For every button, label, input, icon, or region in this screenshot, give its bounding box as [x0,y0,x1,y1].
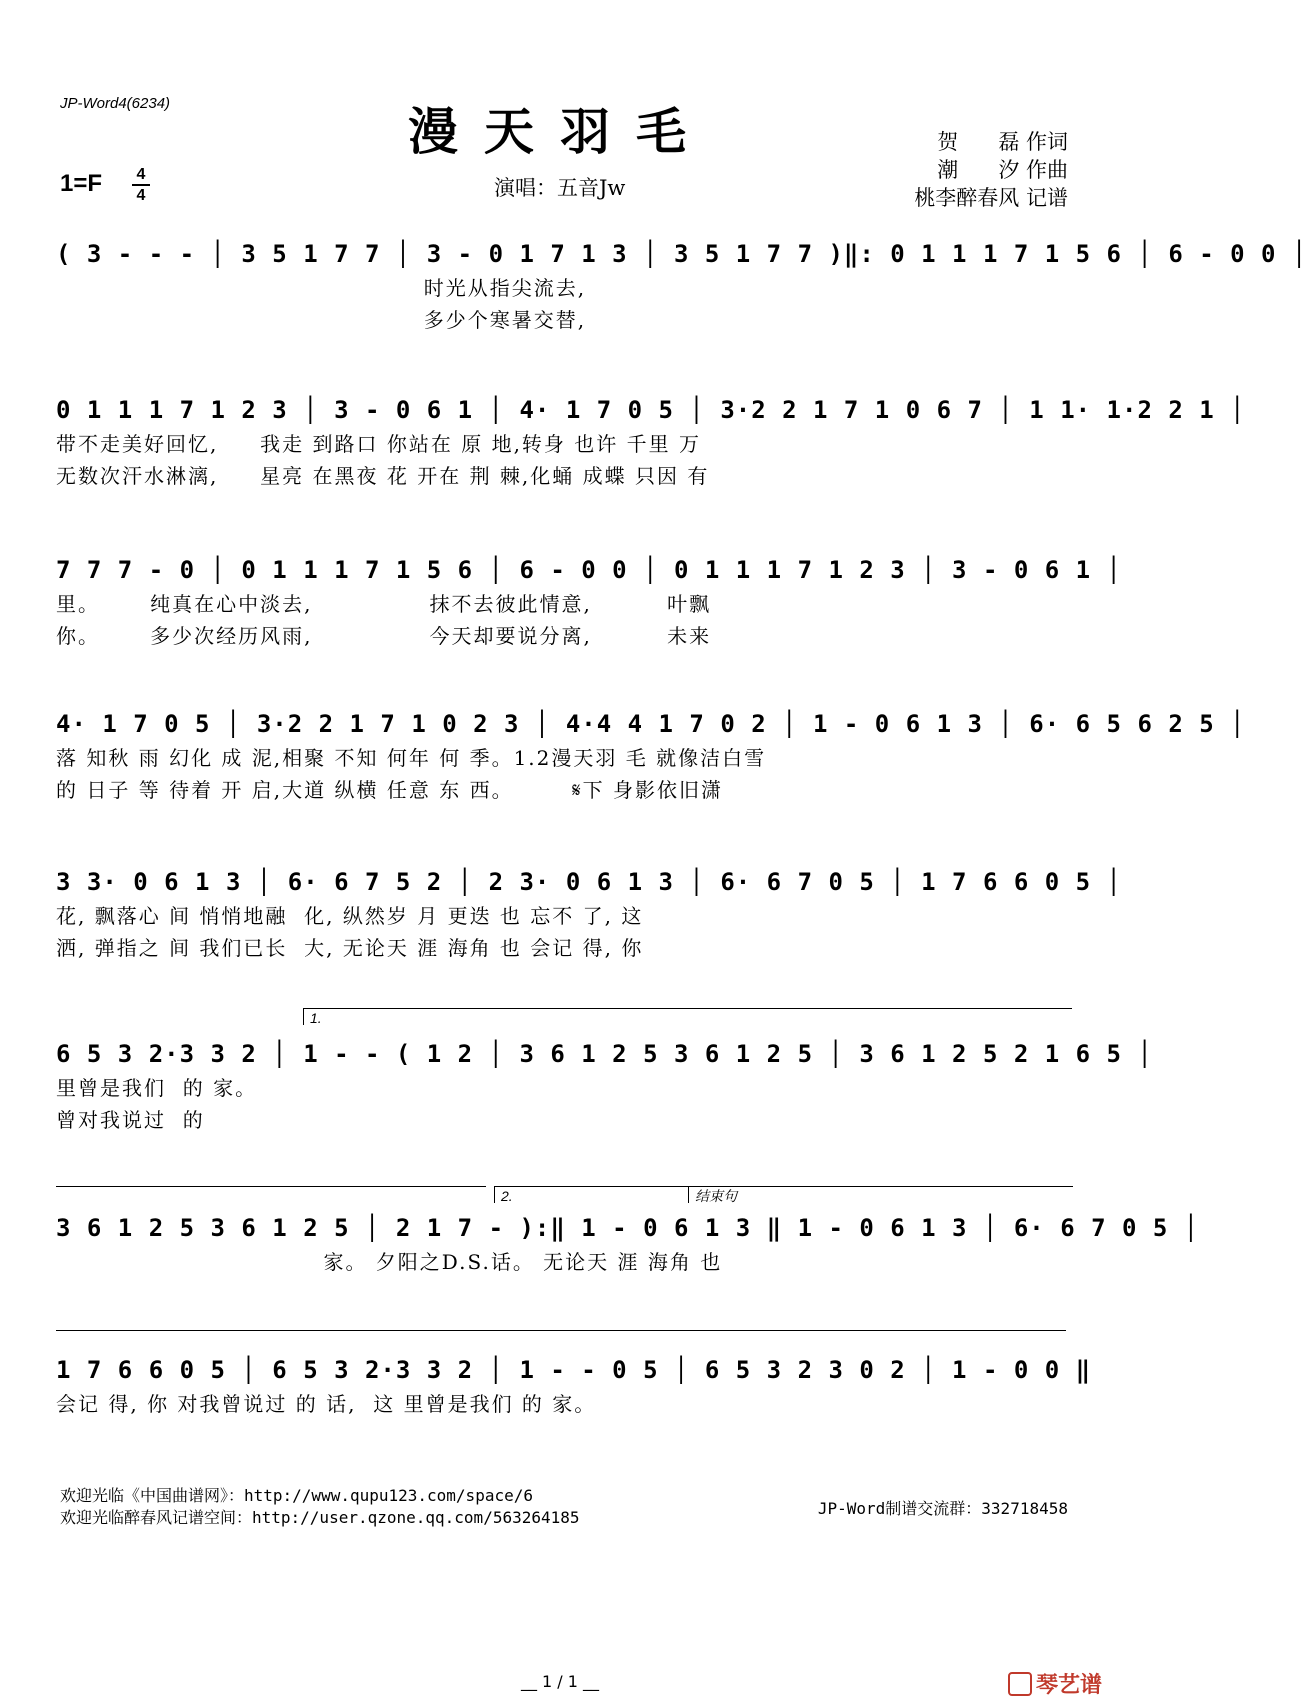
singer: 演唱：五音Jw [494,176,626,200]
lyrics-verse-1: 家。 夕阳之D.S.话。 无论天 涯 海角 也 [56,1250,723,1274]
notes-line: 6 5 3 2·3 3 2 │ 1 - - ( 1 2 │ 3 6 1 2 5 3 6 1 2 5 │ 3 6 1 2 5 2 1 6 5 │ [56,1040,1153,1068]
footer-link-qupu[interactable]: 欢迎光临《中国曲谱网》：http://www.qupu123.com/space/6 [60,1486,533,1505]
software-version: JP-Word4(6234) [60,95,171,112]
lyrics-verse-2: 曾对我说过 的 [56,1108,205,1132]
watermark-logo [1008,1668,1102,1699]
score-system-7 [56,1210,1200,1278]
notes-line: 7 7 7 - 0 │ 0 1 1 1 7 1 5 6 │ 6 - 0 0 │ 0 1 1 1 7 1 2 3 │ 3 - 0 6 1 │ [56,556,1122,584]
lyrics-verse-1: 落 知秋 雨 幻化 成 泥,相聚 不知 何年 何 季。1.2漫天羽 毛 就像洁白雪 [56,746,767,770]
notes-line: 1 7 6 6 0 5 │ 6 5 3 2·3 3 2 │ 1 - - 0 5 │ 6 5 3 2 3 0 2 │ 1 - 0 0 ‖ [56,1356,1092,1384]
lyrics-verse-2: 洒, 弹指之 间 我们已长 大, 无论天 涯 海角 也 会记 得, 你 [56,936,644,960]
score-system-5 [56,864,1122,964]
time-signature [132,166,150,204]
lyrics-verse-2: 你。 多少次经历风雨, 今天却要说分离, 未来 [56,624,712,648]
notes-line: 0 1 1 1 7 1 2 3 │ 3 - 0 6 1 │ 4· 1 7 0 5 │ 3·2 2 1 7 1 0 6 7 │ 1 1· 1·2 2 1 │ [56,396,1246,424]
footer-link-qzone[interactable]: 欢迎光临醉春风记谱空间：http://user.qzone.qq.com/563264185 [60,1508,580,1527]
first-ending-bracket: 1. [303,1008,1072,1025]
lyrics-verse-1: 会记 得, 你 对我曾说过 的 话, 这 里曾是我们 的 家。 [56,1392,597,1416]
key-signature: 1=F [60,170,103,197]
watermark-text: 琴艺谱 [1035,1673,1102,1698]
notes-line: 3 3· 0 6 1 3 │ 6· 6 7 5 2 │ 2 3· 0 6 1 3 │ 6· 6 7 0 5 │ 1 7 6 6 0 5 │ [56,868,1122,896]
lyrics-verse-1: 带不走美好回忆, 我走 到路口 你站在 原 地,转身 也许 千里 万 [56,432,702,456]
page-number: __ 1 / 1 __ [520,1672,600,1691]
lyrics-verse-1: 时光从指尖流去, [56,276,587,300]
song-title: 漫天羽毛 [408,102,712,161]
logo-icon [1008,1672,1032,1696]
footer-links [60,1485,580,1529]
score-system-4 [56,706,1246,806]
lyrics-verse-2: 无数次汗水淋漓, 星亮 在黑夜 花 开在 荆 棘,化蛹 成蝶 只因 有 [56,464,710,488]
coda-continuation [56,1330,1066,1331]
notes-line: 3 6 1 2 5 3 6 1 2 5 │ 2 1 7 - ):‖ 1 - 0 6 1 3 ‖ 1 - 0 6 1 3 │ 6· 6 7 0 5 │ [56,1214,1200,1242]
footer-group: JP-Word制谱交流群：332718458 [817,1499,1068,1518]
coda-bracket: 结束句 [688,1186,1073,1203]
lyrics-verse-1: 里曾是我们 的 家。 [56,1076,258,1100]
score-system-8 [56,1352,1092,1420]
score-system-1 [56,236,1307,336]
credits [914,128,1068,212]
lyrics-verse-2: 的 日子 等 待着 开 启,大道 纵横 任意 东 西。 𝄋下 身影依旧潇 [56,778,724,802]
score-system-3 [56,552,1122,652]
first-ending-continuation [56,1186,486,1187]
lyrics-verse-2: 多少个寒暑交替, [56,308,587,332]
score-system-2 [56,392,1246,492]
lyrics-verse-1: 花, 飘落心 间 悄悄地融 化, 纵然岁 月 更迭 也 忘不 了, 这 [56,904,644,928]
notes-line: ( 3 - - - │ 3 5 1 7 7 │ 3 - 0 1 7 1 3 │ 3 5 1 7 7 )‖: 0 1 1 1 7 1 5 6 │ 6 - 0 0 │ [56,240,1307,268]
time-sig-top: 4 [136,166,146,183]
time-sig-bottom: 4 [136,187,146,204]
lyrics-verse-1: 里。 纯真在心中淡去, 抹不去彼此情意, 叶飘 [56,592,712,616]
score-system-6 [56,1036,1153,1136]
transcriber: 桃李醉春风 记谱 [914,186,1068,210]
second-ending-bracket: 2. [494,1186,689,1203]
notes-line: 4· 1 7 0 5 │ 3·2 2 1 7 1 0 2 3 │ 4·4 4 1 7 0 2 │ 1 - 0 6 1 3 │ 6· 6 5 6 2 5 │ [56,710,1246,738]
composer: 潮 汐 作曲 [937,158,1068,182]
lyricist: 贺 磊 作词 [937,130,1068,154]
